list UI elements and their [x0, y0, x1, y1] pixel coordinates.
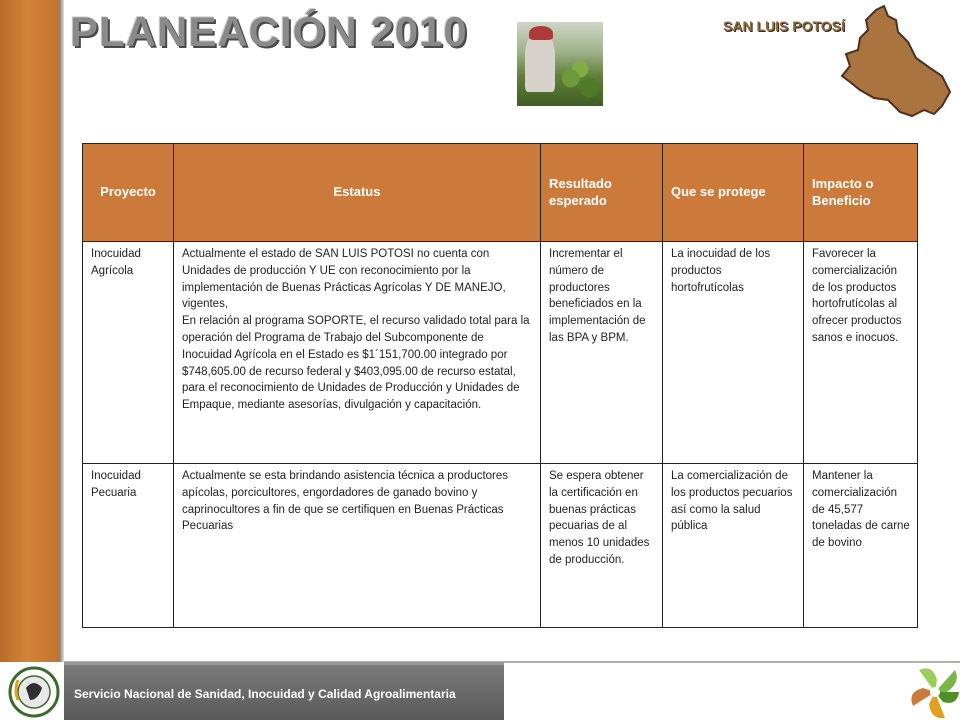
estatus-paragraph-2: En relación al programa SOPORTE, el recurso validado total para la operación del Programa de Trabajo del Subcomponente de Inocuidad Agrícola en el Estado es $1´151,700.00 integrado por $748,605.00 de recurso federal y $403,095.00 de recurso estatal, para el reconocimiento de Unidades de Producción y Unidades de Empaque, mediante asesorías, divulgación y capacitación.	[182, 315, 530, 412]
header-protege: Que se protege	[663, 144, 804, 242]
table-row	[83, 464, 918, 628]
agriculture-photo	[517, 22, 603, 106]
cell-resultado: Incrementar el número de productores beneficiados en la implementación de las BPA y BPM.	[541, 242, 663, 464]
left-bar-edge	[60, 0, 64, 662]
footer-organization: Servicio Nacional de Sanidad, Inocuidad y Calidad Agroalimentaria	[74, 687, 456, 701]
cell-resultado: Se espera obtener la certificación en buenas prácticas pecuarias de al menos 10 unidades de producción.	[541, 464, 663, 628]
cell-proyecto: Inocuidad Pecuaria	[83, 464, 174, 628]
header-impacto: Impacto o Beneficio	[804, 144, 918, 242]
plants-image	[557, 60, 603, 106]
table-row	[83, 242, 918, 464]
planning-table-container	[82, 143, 917, 628]
state-name: SAN LUIS POTOSÍ	[723, 18, 845, 34]
worker-figure	[525, 32, 555, 92]
senasica-seal-icon	[4, 660, 60, 720]
cell-protege: La comercialización de los productos pecuarios así como la salud pública	[663, 464, 804, 628]
estatus-paragraph-1: Actualmente el estado de SAN LUIS POTOSI no cuenta con Unidades de producción Y UE con reconocimiento por la implementación de Buenas Prácticas Agrícolas Y DE MANEJO, vigentes,	[182, 248, 506, 311]
cell-estatus: Actualmente se esta brindando asistencia técnica a productores apícolas, porcicultores, engordadores de ganado bovino y caprinocultores a fin de que se certifiquen en Buenas Prácticas Pecuarias	[174, 464, 541, 628]
state-map-icon	[838, 2, 960, 124]
cell-impacto: Mantener la comercialización de 45,577 toneladas de carne de bovino	[804, 464, 918, 628]
header-estatus: Estatus	[174, 144, 541, 242]
cell-estatus	[174, 242, 541, 464]
header-proyecto: Proyecto	[83, 144, 174, 242]
header-resultado: Resultado esperado	[541, 144, 663, 242]
cell-protege: La inocuidad de los productos hortofrutícolas	[663, 242, 804, 464]
worker-hat	[529, 26, 553, 40]
leaf-logo-icon	[905, 662, 960, 720]
left-decorative-bar	[0, 0, 60, 662]
cell-proyecto: Inocuidad Agrícola	[83, 242, 174, 464]
page-title: PLANEACIÓN 2010	[70, 8, 468, 55]
table-header-row	[83, 144, 918, 242]
cell-impacto: Favorecer la comercialización de los productos hortofrutícolas al ofrecer productos sanos e inocuos.	[804, 242, 918, 464]
planning-table	[82, 143, 918, 628]
